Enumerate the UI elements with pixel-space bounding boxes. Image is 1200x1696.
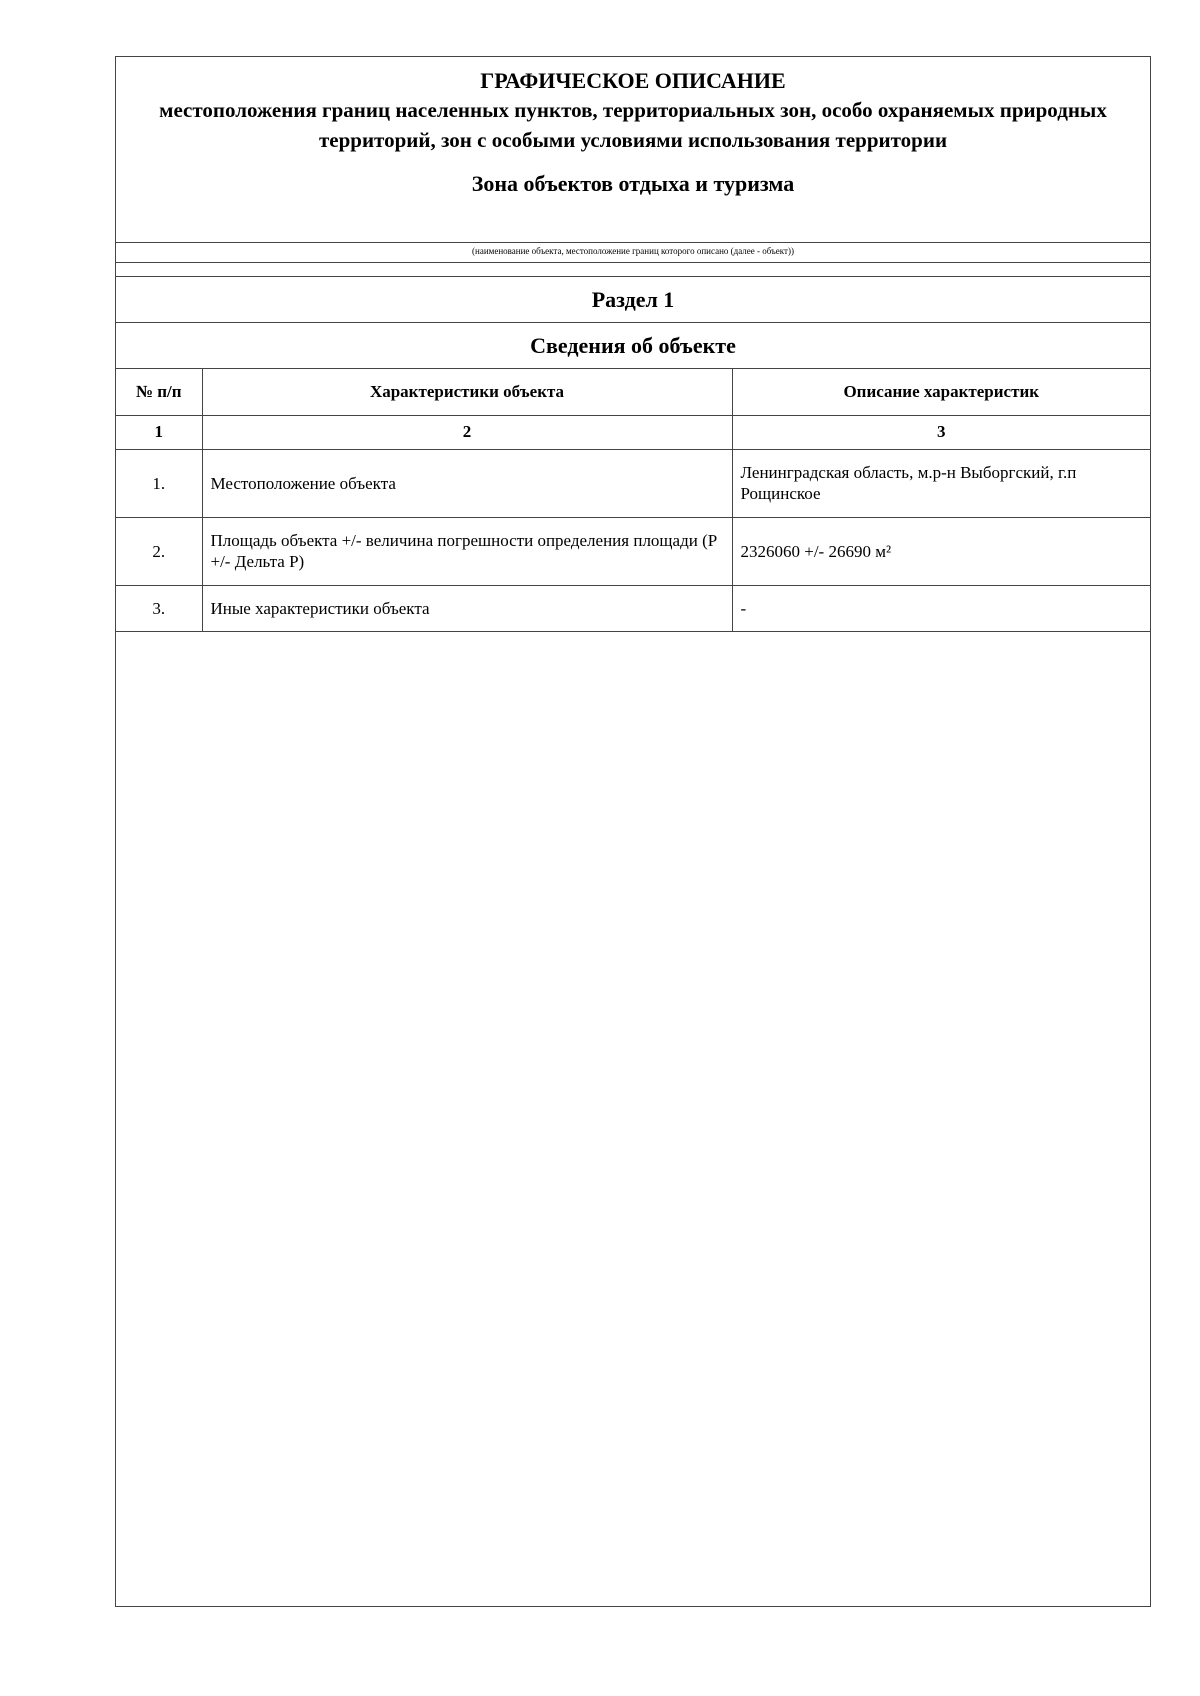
- column-number: 3: [732, 415, 1150, 449]
- section-title: Раздел 1: [116, 277, 1150, 323]
- table-row: [116, 449, 1150, 517]
- row-characteristic: Иные характеристики объекта: [202, 585, 732, 631]
- column-numbers-row: [116, 415, 1150, 449]
- row-characteristic: Местоположение объекта: [202, 449, 732, 517]
- object-caption: (наименование объекта, местоположение границ которого описано (далее - объект)): [116, 243, 1150, 263]
- document-title: ГРАФИЧЕСКОЕ ОПИСАНИЕ: [480, 68, 786, 93]
- spacer-row: [116, 263, 1150, 277]
- document-frame: [115, 56, 1151, 1607]
- row-characteristic: Площадь объекта +/- величина погрешности определения площади (P +/- Дельта P): [202, 517, 732, 585]
- header-description: Описание характеристик: [732, 369, 1150, 415]
- object-name: Зона объектов отдыха и туризма: [471, 171, 795, 196]
- document-subtitle: местоположения границ населенных пунктов, территориальных зон, особо охраняемых природных территорий, зон с особыми условиями использования территории: [159, 98, 1107, 152]
- header-num: № п/п: [116, 369, 202, 415]
- row-description: -: [732, 585, 1150, 631]
- column-number: 2: [202, 415, 732, 449]
- row-number: 3.: [116, 585, 202, 631]
- column-number: 1: [116, 415, 202, 449]
- table-row: [116, 585, 1150, 631]
- row-description: Ленинградская область, м.р-н Выборгский, г.п Рощинское: [732, 449, 1150, 517]
- section-subtitle: Сведения об объекте: [116, 323, 1150, 369]
- table-row: [116, 517, 1150, 585]
- header-characteristic: Характеристики объекта: [202, 369, 732, 415]
- table-header-row: [116, 369, 1150, 415]
- row-number: 2.: [116, 517, 202, 585]
- document-header: [116, 57, 1150, 243]
- object-info-table: [116, 369, 1150, 632]
- row-number: 1.: [116, 449, 202, 517]
- row-description: 2326060 +/- 26690 м²: [732, 517, 1150, 585]
